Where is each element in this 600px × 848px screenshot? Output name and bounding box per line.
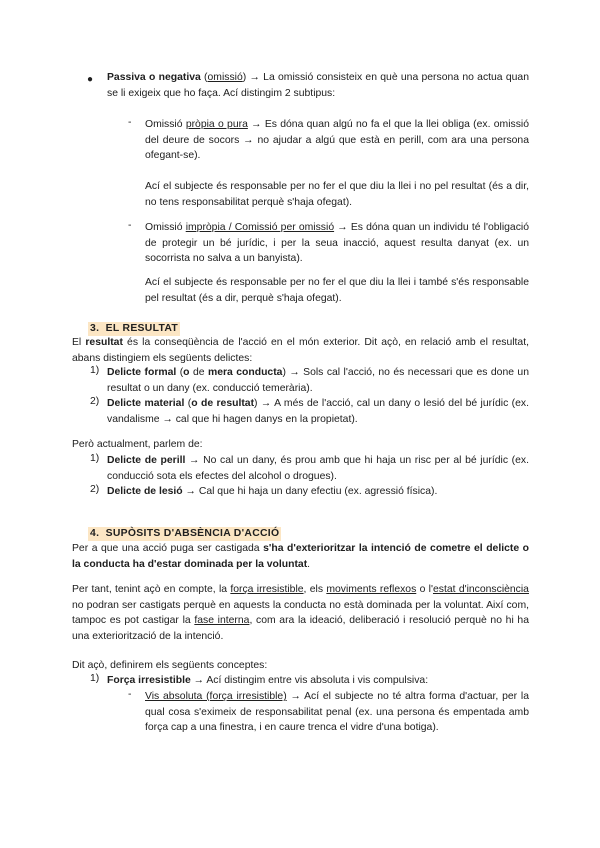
list-number: 1) [90, 453, 100, 464]
vis-absoluta-term: Vis absoluta (força irresistible) [145, 691, 287, 702]
rest: → Sols cal l'acció, no és necessari que es done un resultat o un dany (ex. conducció temerària). [107, 367, 529, 394]
omissio-propia-term: pròpia o pura [185, 119, 248, 130]
bullet-icon: ● [87, 74, 94, 85]
omissio-propia-paragraph [145, 117, 529, 164]
m3: ) [282, 367, 286, 378]
fase-interna-term: fase interna [194, 615, 250, 627]
p2-d: no podran ser castigats perquè en aquests la conducta no està dominada per la voluntat. Així com, tampoc es pot castigar la [72, 599, 529, 627]
b3: mera conducta [207, 367, 283, 378]
b: Força irresistible [107, 675, 191, 686]
delicte-formal-item [107, 365, 529, 396]
section-title: SUPÒSITS D'ABSÈNCIA D'ACCIÓ [105, 528, 280, 539]
paren-close: ) [242, 72, 250, 83]
sub2-text: → Es dóna quan un individu té l'obligació de protegir un bé jurídic, i per la seua inacció, aquest resulta danyat (ex. un socorrista no salva a un banyista). [145, 222, 529, 265]
section-3-heading [88, 322, 180, 336]
section-title: EL RESULTAT [105, 323, 179, 334]
section-number: 3. [90, 323, 100, 334]
sub1-text: → Es dóna quan algú no fa el que la llei obliga (ex. omissió del deure de socors → no ajudar a algú que està en perill, com ara una persona ofegant-se). [145, 119, 529, 162]
delicte-lesio-item [107, 484, 529, 500]
b2: o de resultat [191, 398, 255, 409]
list-number: 1) [90, 673, 100, 684]
intro-bold: resultat [85, 337, 123, 348]
actualment-text: Però actualment, parlem de: [72, 439, 203, 450]
sub1-lead: Omissió [145, 119, 186, 130]
section-4-heading [88, 527, 281, 541]
resultat-intro [72, 335, 529, 366]
dash-marker: - [128, 220, 132, 231]
vis-absoluta-item [145, 689, 529, 736]
intro-c: és la conseqüència de l'acció en el món exterior. Dit açò, en relació amb el resultat, abans distingiem els següents delictes: [72, 337, 529, 364]
list-number: 2) [90, 396, 100, 407]
p2-b: , els [303, 584, 327, 595]
b1: Delicte material [107, 398, 185, 409]
b2: o [183, 367, 190, 378]
sub2-lead: Omissió [145, 222, 186, 233]
section4-p1 [72, 541, 529, 572]
b: Delicte de lesió [107, 486, 183, 497]
intro-a: El [72, 337, 86, 348]
paren-open: ( [200, 72, 208, 83]
forca-irresistible-term: força irresistible [230, 584, 304, 595]
passiva-paragraph [107, 70, 529, 101]
forca-irresistible-item [107, 673, 529, 689]
m2: de [189, 367, 208, 378]
m1: ( [184, 398, 192, 409]
rest: → Ací el subjecte no té altra forma d'actuar, per la qual cosa s'eximeix de responsabilitat penal (ex. una persona és empentada amb força cap a una finestra, i en caure trenca el vidre d'una botiga). [145, 691, 529, 734]
estat-inconsciencia-term: estat d'inconsciència [432, 584, 529, 595]
m1: ( [176, 367, 184, 378]
omissio-propia-note: Ací el subjecte és responsable per no fer el que diu la llei i no pel resultat (és a dir, no tens responsabilitat perquè s'haja ofegat). [145, 181, 529, 208]
m3: ) [254, 398, 258, 409]
dash-marker: - [128, 117, 132, 128]
omissio-impropia-term: impròpia / Comissió per omissió [185, 222, 335, 233]
section-number: 4. [90, 528, 100, 539]
dash-marker: - [128, 689, 132, 700]
section4-p2 [72, 582, 529, 644]
list-number: 1) [90, 365, 100, 376]
p1-c: . [307, 558, 311, 570]
p2-c: o l' [416, 584, 433, 595]
p2-a: Per tant, tenint açò en compte, la [72, 584, 231, 595]
moviments-reflexos-term: moviments reflexos [326, 584, 417, 595]
omissio-impropia-paragraph [145, 220, 529, 267]
rest: → No cal un dany, és prou amb que hi haja un risc per al bé jurídic (ex. conducció sota els efectes del alcohol o drogues). [107, 455, 530, 482]
rest: → Ací distingim entre vis absoluta i vis compulsiva: [190, 675, 429, 686]
omissio-term: omissió [207, 72, 243, 83]
b: Delicte de perill [107, 455, 186, 466]
passiva-title: Passiva o negativa [107, 72, 201, 83]
omissio-impropia-note: Ací el subjecte és responsable per no fer el que diu la llei i també s'és responsable pel resultat (és a dir, perquè s'haja ofegat). [145, 277, 529, 304]
delicte-perill-item [107, 453, 529, 484]
section4-p3: Dit açò, definirem els següents conceptes: [72, 660, 268, 671]
b1: Delicte formal [107, 367, 177, 378]
rest: → Cal que hi haja un dany efectiu (ex. agressió física). [182, 486, 438, 497]
passiva-text: → La omissió consisteix en què una persona no actua quan se li exigeix que ho faça. Ací distingim 2 subtipus: [107, 72, 529, 99]
p2-e: , com ara la ideació, deliberació i resolució perquè no hi ha una exteriorització de la intenció. [72, 615, 529, 642]
p1-bold: s'ha d'exterioritzar la intenció de cometre el delicte o la conducta ha d'estar dominada per la voluntat [72, 543, 529, 570]
list-number: 2) [90, 484, 100, 495]
delicte-material-item [107, 396, 529, 427]
p1-a: Per a que una acció puga ser castigada [72, 543, 264, 554]
rest: → A més de l'acció, cal un dany o lesió del bé jurídic (ex. vandalisme → cal que hi hagen danys en la propietat). [107, 398, 529, 425]
